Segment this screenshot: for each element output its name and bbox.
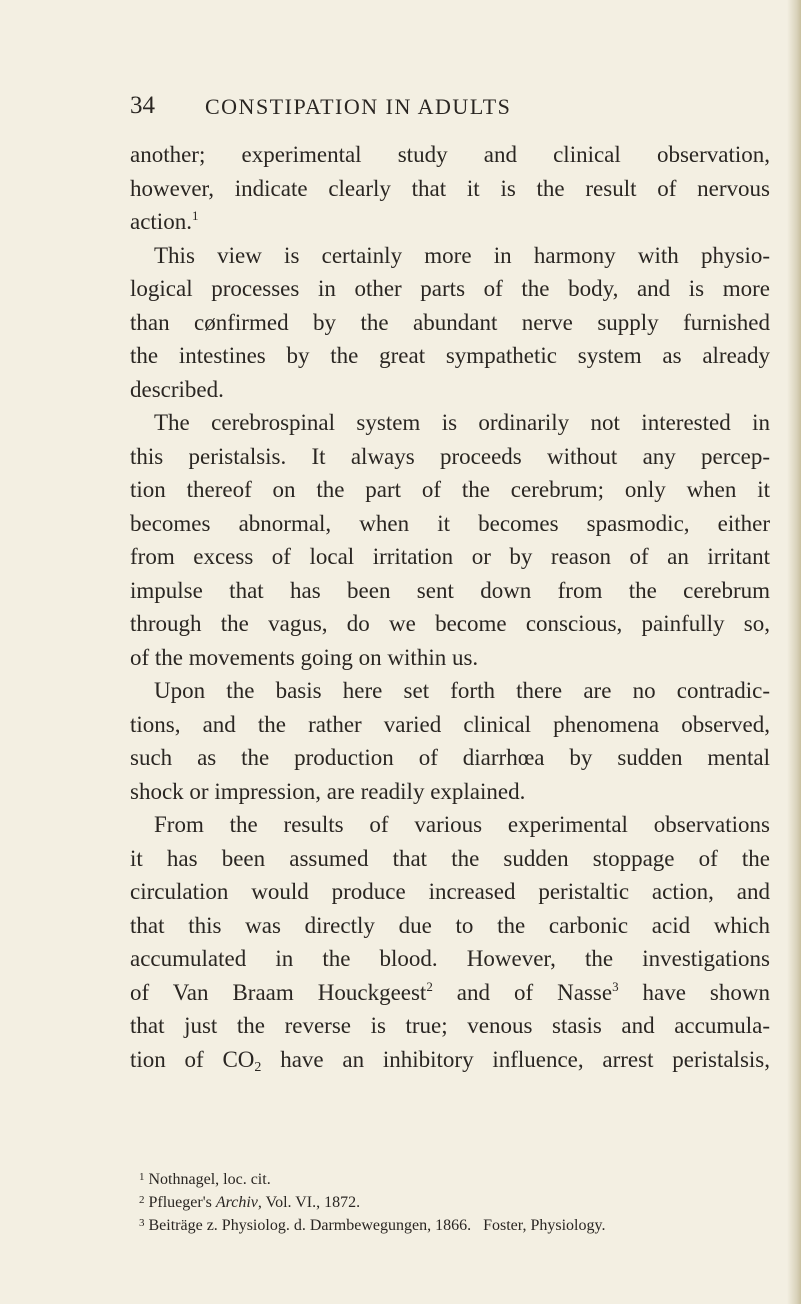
text-line: From the results of various experimental observations bbox=[154, 812, 770, 837]
text-line: another; experimental study and clinical observation, bbox=[130, 142, 770, 167]
text-line: of the movements going on within us. bbox=[130, 644, 479, 670]
text-line: This view is certainly more in harmony with physio- bbox=[154, 242, 770, 268]
text-line: that this was directly due to the carbonic acid which bbox=[130, 912, 770, 938]
page-header bbox=[0, 92, 801, 132]
text-line: than cønfirmed by the abundant nerve supply furnished bbox=[130, 309, 770, 335]
footnote-text: Nothnagel, loc. cit. bbox=[148, 1171, 271, 1188]
text-line: logical processes in other parts of the body, and is more bbox=[130, 276, 770, 301]
footnote-mark: 3 bbox=[139, 1217, 145, 1229]
text-line: it has been assumed that the sudden stoppage of the bbox=[130, 845, 770, 871]
text-line: tions, and the rather varied clinical phenomena observed, bbox=[130, 711, 770, 737]
footnote-ref: 2 bbox=[426, 978, 433, 994]
footnote bbox=[139, 1191, 779, 1214]
text-line: through the vagus, do we become conscious, painfully so, bbox=[130, 611, 770, 636]
text-line: circulation would produce increased peristaltic action, and bbox=[130, 879, 770, 904]
text-span: have shown bbox=[618, 979, 770, 1005]
text-line: becomes abnormal, when it becomes spasmodic, either bbox=[130, 510, 770, 536]
footnote-ref: 1 bbox=[191, 208, 199, 223]
footnote-italic: Archiv bbox=[215, 1194, 258, 1211]
footnote-ref: 3 bbox=[612, 978, 619, 994]
running-title: CONSTIPATION IN ADULTS bbox=[205, 94, 512, 119]
text-line: shock or impression, are readily explained. bbox=[130, 778, 526, 804]
subscript: 2 bbox=[254, 1059, 262, 1075]
footnote-text: , Vol. VI., 1872. bbox=[257, 1194, 361, 1211]
text-span: of Van Braam Houckgeest bbox=[130, 979, 427, 1005]
text-span: tion of CO bbox=[130, 1046, 255, 1072]
text-line: however, indicate clearly that it is the result of nervous bbox=[130, 175, 770, 201]
body-text bbox=[130, 138, 770, 1076]
footnote bbox=[139, 1214, 779, 1237]
footnote-mark: 1 bbox=[139, 1171, 145, 1183]
footnotes bbox=[139, 1168, 779, 1237]
page-edge bbox=[787, 0, 801, 1304]
text-line: this peristalsis. It always proceeds without any percep- bbox=[130, 443, 770, 469]
text-line: from excess of local irritation or by reason of an irritant bbox=[130, 544, 770, 569]
footnote-text: Beiträge z. Physiolog. d. Darmbewegungen, 1866. Foster, Physiology. bbox=[148, 1217, 606, 1234]
text-line: described. bbox=[130, 376, 224, 402]
text-span: and of Nasse bbox=[432, 979, 613, 1005]
text-line: that just the reverse is true; venous stasis and accumula- bbox=[130, 1013, 770, 1038]
text-line bbox=[130, 205, 770, 239]
text-line: The cerebrospinal system is ordinarily not interested in bbox=[154, 410, 770, 435]
text-line: such as the production of diarrhœa by sudden mental bbox=[130, 745, 770, 770]
text-line: tion thereof on the part of the cerebrum; only when it bbox=[130, 477, 770, 502]
footnote-mark: 2 bbox=[139, 1194, 145, 1206]
footnote bbox=[139, 1168, 779, 1191]
text-line: the intestines by the great sympathetic system as already bbox=[130, 343, 770, 368]
text-line: Upon the basis here set forth there are no contradic- bbox=[154, 678, 770, 703]
text-span: have an inhibitory influence, arrest peristalsis, bbox=[261, 1046, 770, 1072]
text-line bbox=[130, 976, 770, 1010]
text-line: impulse that has been sent down from the cerebrum bbox=[130, 577, 770, 603]
page-number: 34 bbox=[130, 92, 155, 119]
text-line: accumulated in the blood. However, the investigations bbox=[130, 946, 770, 971]
footnote-text: Pflueger's bbox=[148, 1194, 216, 1211]
text-span: action. bbox=[130, 209, 192, 234]
text-line bbox=[130, 1043, 770, 1077]
